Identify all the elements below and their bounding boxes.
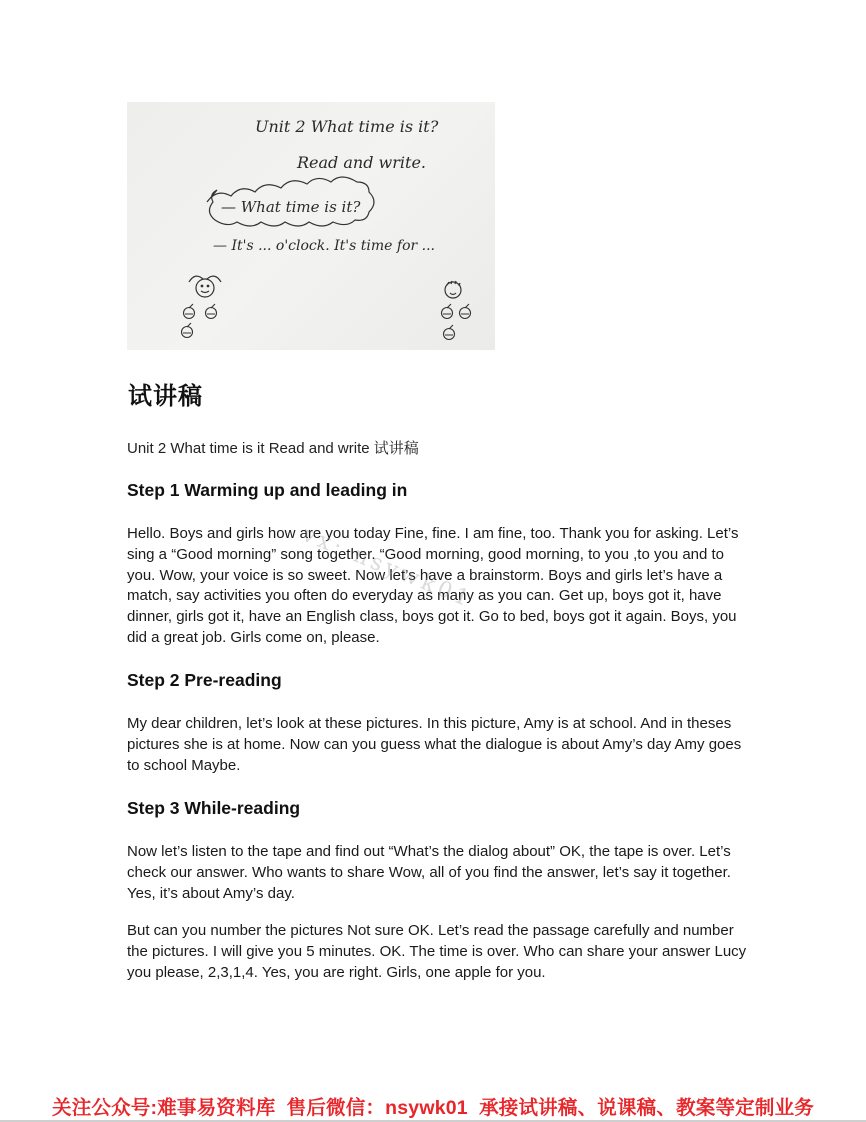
step-2-heading: Step 2 Pre-reading — [127, 670, 282, 690]
step-3-heading: Step 3 While-reading — [127, 798, 301, 818]
footer-promo-text: 关注公众号:难事易资料库 售后微信：nsywk01 承接试讲稿、说课稿、教案等定制业务 — [52, 1097, 814, 1119]
girl-face-icon — [189, 276, 221, 297]
apple-icons-boys — [442, 304, 471, 340]
boy-face-icon — [445, 281, 461, 298]
handwriting-illustration — [127, 102, 495, 350]
step-1-paragraph: Hello. Boys and girls how are you today Fine, fine. I am fine, too. Thank you for asking. Let’s sing a “Good morning” song together. “Good morning, good morning, to you ,to you and to you. Wow, your voice is so sweet. Now let’s have a brainstorm. Boys and girls let’s have a match, say activities you often do everyday as many as you can. Get up, boys got it, have dinner, girls got it, have an English class, boys got it. Go to bed, boys got it again. Boys, you did a great job. Girls come on, please. — [127, 525, 739, 646]
document-subtitle: Unit 2 What time is it Read and write 试讲稿 — [127, 440, 419, 457]
photo-line-1: Unit 2 What time is it? — [255, 117, 439, 136]
photo-line-3: — What time is it? — [221, 198, 361, 216]
photo-line-4: — It's ... o'clock. It's time for ... — [213, 238, 435, 254]
step-1-heading: Step 1 Warming up and leading in — [127, 480, 408, 500]
step-3-paragraph-1: Now let’s listen to the tape and find out “What’s the dialog about” OK, the tape is over. Let’s check our answer. Who wants to share Wow, all of you find the answer, let’s say it together. Yes, it’s about Amy’s day. — [127, 843, 731, 902]
blackboard-photo — [127, 102, 495, 350]
document-title: 试讲稿 — [128, 383, 203, 410]
apple-icons-girls — [182, 304, 217, 338]
step-3-paragraph-2: But can you number the pictures Not sure OK. Let’s read the passage carefully and number the pictures. I will give you 5 minutes. OK. The time is over. Who can share your answer Lucy you please, 2,3,1,4. Yes, you are right. Girls, one apple for you. — [127, 922, 747, 981]
step-2-paragraph: My dear children, let’s look at these pictures. In this picture, Amy is at school. And in theses pictures she is at home. Now can you guess what the dialogue is about Amy’s day Amy goes to school Maybe. — [127, 715, 742, 774]
footer-banner — [0, 1092, 866, 1122]
photo-line-2: Read and write. — [297, 153, 426, 172]
watermark: vx: nsywk01 — [298, 522, 477, 614]
